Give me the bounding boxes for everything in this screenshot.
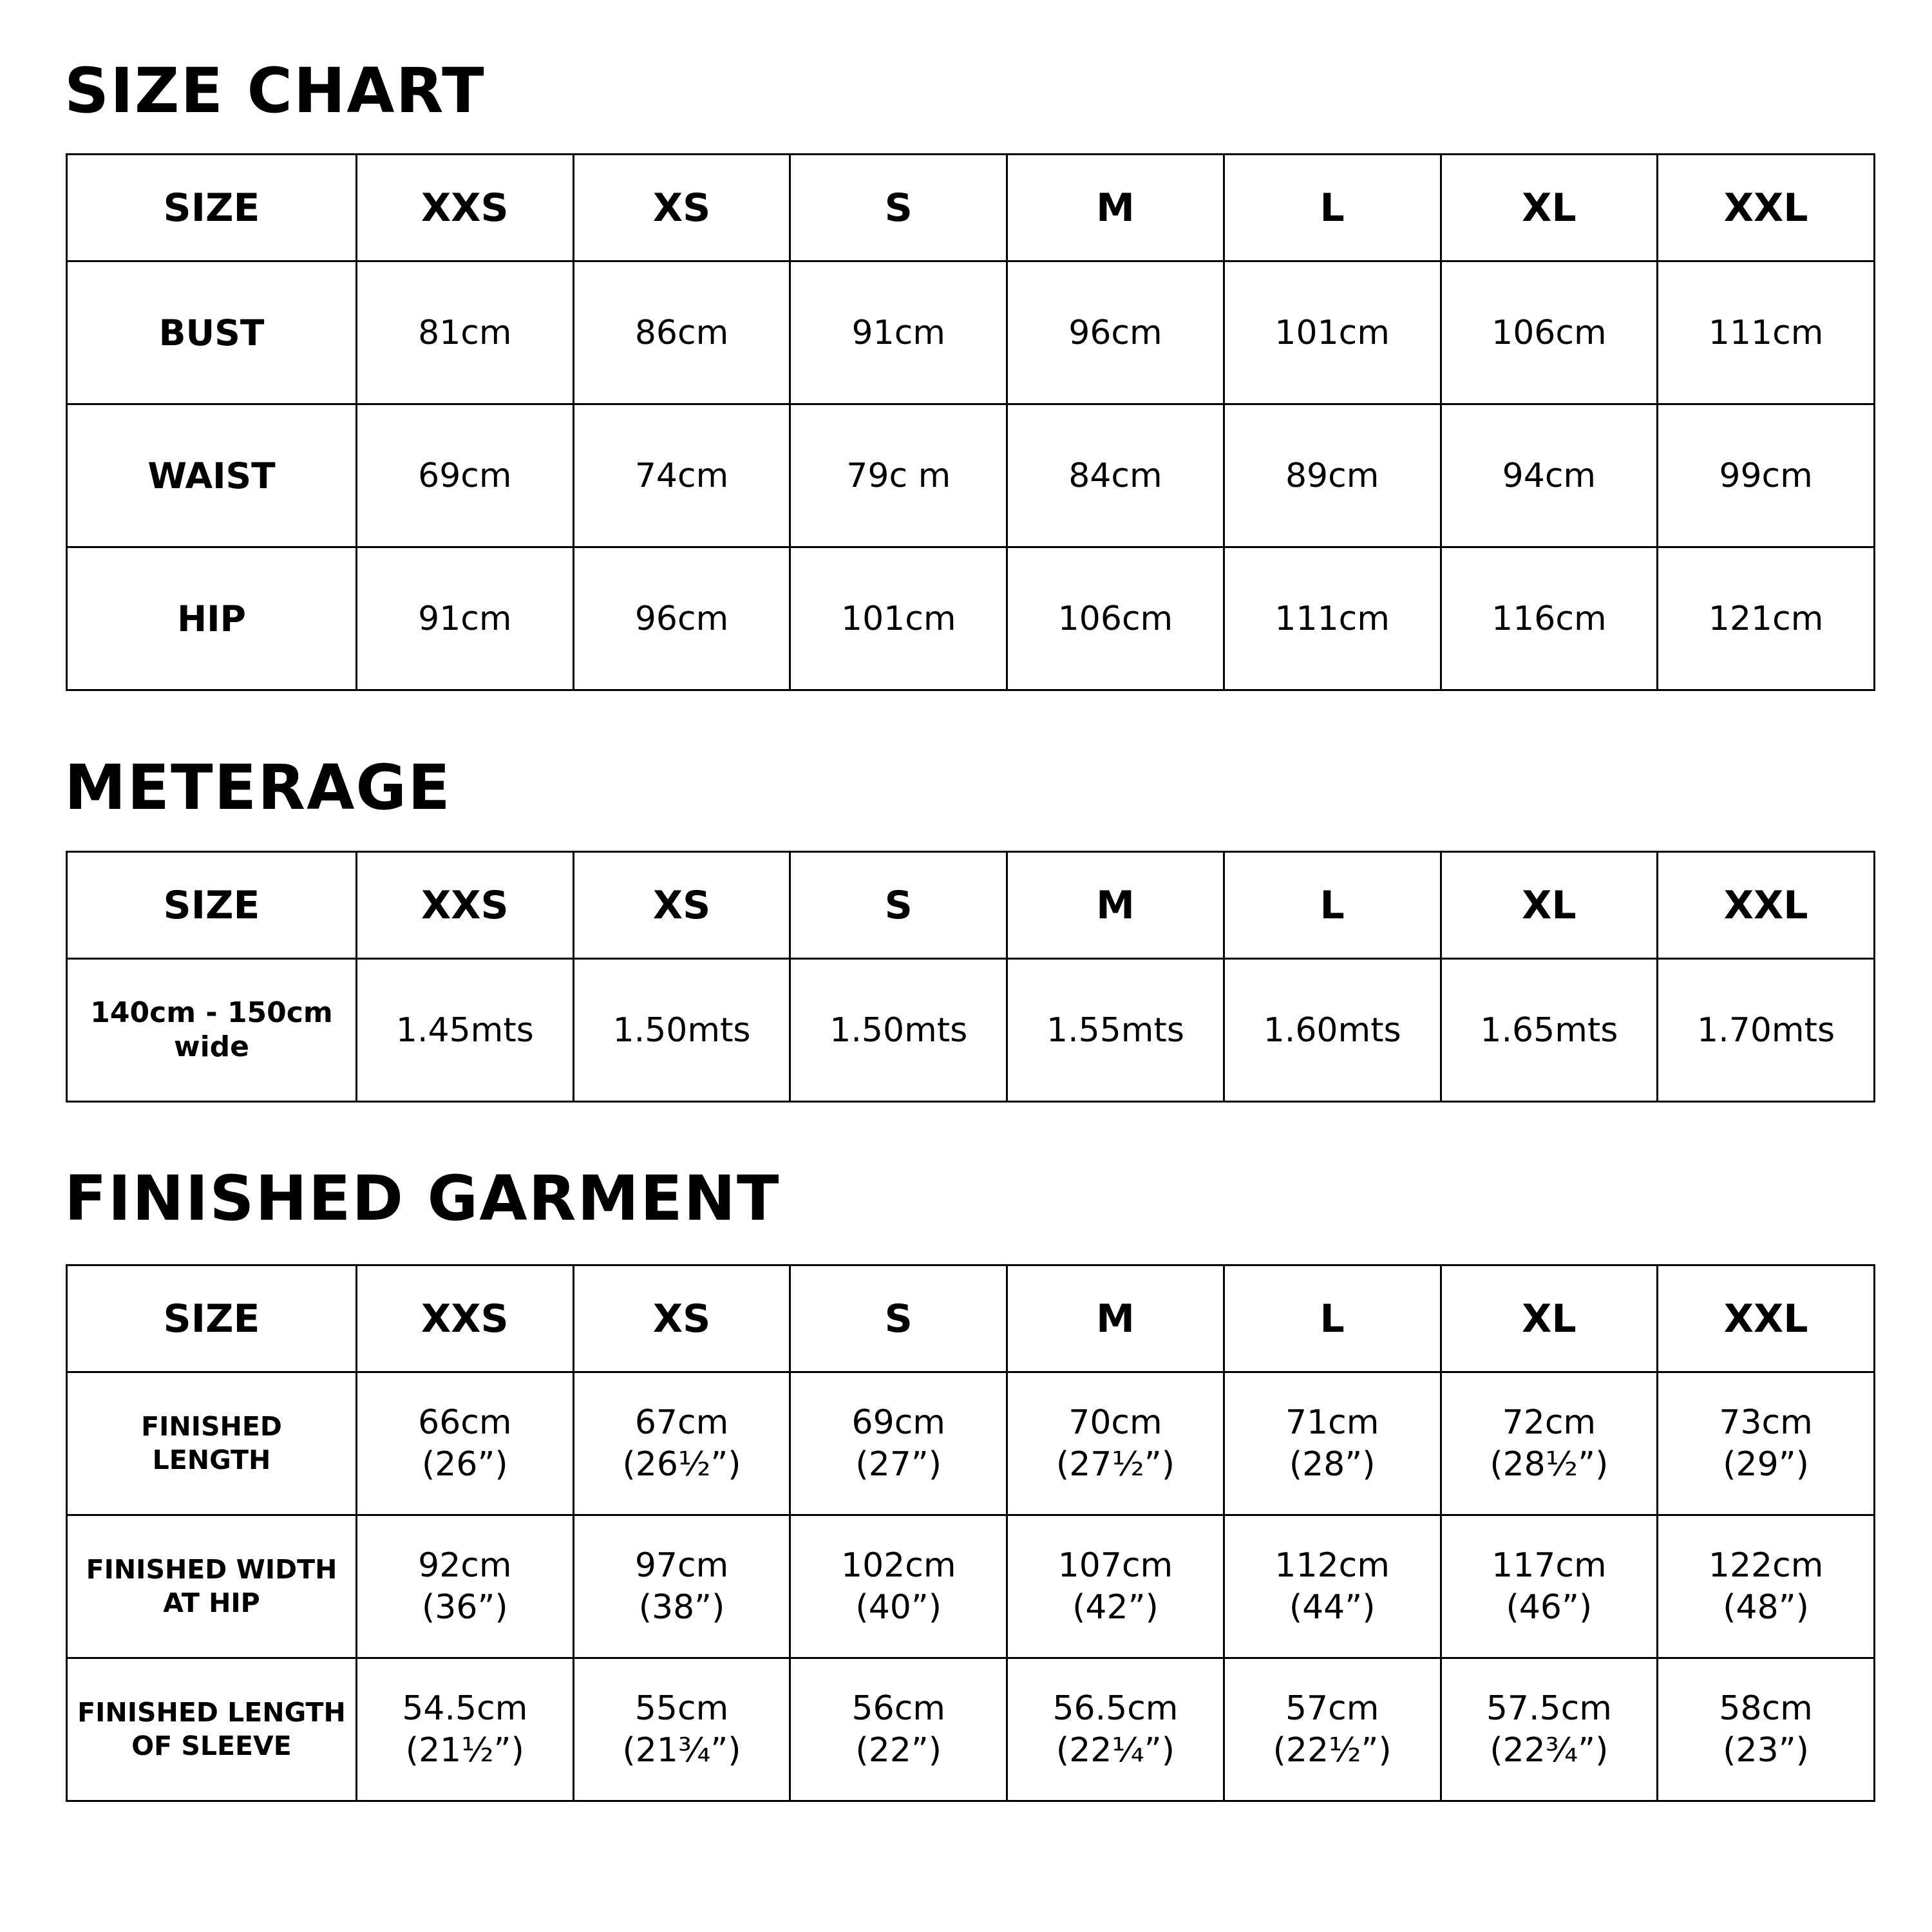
size-chart-title: SIZE CHART bbox=[64, 55, 486, 127]
cell-imperial: (38”) bbox=[638, 1587, 725, 1627]
table-cell: 1.55mts bbox=[1007, 959, 1224, 1102]
table-cell bbox=[1658, 1658, 1875, 1801]
table-cell: 1.45mts bbox=[357, 959, 574, 1102]
table-row bbox=[67, 261, 1875, 404]
row-label-line: 140cm - 150cm bbox=[90, 996, 333, 1029]
row-label-line: FINISHED WIDTH bbox=[86, 1554, 337, 1586]
meterage-header-row bbox=[67, 852, 1875, 959]
cell-imperial: (22¾”) bbox=[1490, 1730, 1609, 1770]
table-cell bbox=[1224, 1658, 1441, 1801]
table-cell: 1.65mts bbox=[1441, 959, 1658, 1102]
size-header-cell: SIZE bbox=[67, 852, 357, 959]
table-row bbox=[67, 1372, 1875, 1515]
finished-garment-header-row bbox=[67, 1265, 1875, 1372]
cell-imperial: (22”) bbox=[855, 1730, 942, 1770]
meterage-table bbox=[66, 851, 1875, 1103]
table-row bbox=[67, 1515, 1875, 1658]
table-cell: 91cm bbox=[790, 261, 1007, 404]
table-cell: 116cm bbox=[1441, 547, 1658, 690]
cell-metric: 73cm bbox=[1719, 1403, 1813, 1442]
table-cell: 101cm bbox=[1224, 261, 1441, 404]
size-header-cell: XL bbox=[1441, 155, 1658, 261]
row-label-sleeve-length bbox=[67, 1658, 357, 1801]
cell-imperial: (22¼”) bbox=[1056, 1730, 1175, 1770]
table-cell: 1.70mts bbox=[1658, 959, 1875, 1102]
table-cell: 1.50mts bbox=[790, 959, 1007, 1102]
table-cell bbox=[1007, 1372, 1224, 1515]
cell-imperial: (21¾”) bbox=[622, 1730, 741, 1770]
table-cell bbox=[1224, 1372, 1441, 1515]
table-cell bbox=[357, 1372, 574, 1515]
size-header-cell: S bbox=[790, 155, 1007, 261]
table-cell: 79c m bbox=[790, 404, 1007, 547]
size-header-cell: XXL bbox=[1658, 852, 1875, 959]
size-header-cell: XS bbox=[573, 1265, 790, 1372]
table-row bbox=[67, 959, 1875, 1102]
table-cell bbox=[573, 1658, 790, 1801]
size-header-cell: XL bbox=[1441, 1265, 1658, 1372]
cell-imperial: (27”) bbox=[855, 1444, 942, 1484]
cell-imperial: (23”) bbox=[1723, 1730, 1809, 1770]
cell-metric: 112cm bbox=[1274, 1546, 1390, 1585]
table-cell: 111cm bbox=[1658, 261, 1875, 404]
table-cell: 1.60mts bbox=[1224, 959, 1441, 1102]
cell-metric: 117cm bbox=[1492, 1546, 1607, 1585]
size-header-cell: L bbox=[1224, 852, 1441, 959]
cell-imperial: (26½”) bbox=[622, 1444, 741, 1484]
cell-imperial: (29”) bbox=[1723, 1444, 1809, 1484]
cell-imperial: (22½”) bbox=[1273, 1730, 1392, 1770]
table-cell: 89cm bbox=[1224, 404, 1441, 547]
cell-imperial: (28”) bbox=[1289, 1444, 1376, 1484]
cell-imperial: (27½”) bbox=[1056, 1444, 1175, 1484]
cell-metric: 55cm bbox=[634, 1689, 729, 1728]
cell-metric: 56cm bbox=[851, 1689, 945, 1728]
table-cell bbox=[357, 1658, 574, 1801]
size-header-cell: XXS bbox=[357, 852, 574, 959]
row-label-line: wide bbox=[173, 1030, 250, 1063]
size-header-cell: L bbox=[1224, 1265, 1441, 1372]
size-header-cell: XXL bbox=[1658, 1265, 1875, 1372]
meterage-title: METERAGE bbox=[64, 752, 451, 824]
table-row bbox=[67, 1658, 1875, 1801]
size-header-cell: XS bbox=[573, 852, 790, 959]
row-label-line: FINISHED bbox=[141, 1411, 282, 1443]
cell-metric: 67cm bbox=[634, 1403, 729, 1442]
row-label-line: OF SLEEVE bbox=[131, 1730, 292, 1761]
cell-imperial: (42”) bbox=[1072, 1587, 1159, 1627]
table-cell bbox=[1441, 1515, 1658, 1658]
size-header-cell: S bbox=[790, 852, 1007, 959]
size-header-cell: L bbox=[1224, 155, 1441, 261]
row-label-hip: HIP bbox=[67, 547, 357, 690]
row-label-line: AT HIP bbox=[163, 1587, 260, 1618]
table-cell bbox=[357, 1515, 574, 1658]
size-header-cell: XS bbox=[573, 155, 790, 261]
cell-imperial: (26”) bbox=[422, 1444, 508, 1484]
row-label-finished-length bbox=[67, 1372, 357, 1515]
table-cell bbox=[1658, 1372, 1875, 1515]
table-cell: 106cm bbox=[1441, 261, 1658, 404]
cell-metric: 72cm bbox=[1502, 1403, 1596, 1442]
size-header-cell: XL bbox=[1441, 852, 1658, 959]
cell-metric: 66cm bbox=[418, 1403, 512, 1442]
size-chart-header-row bbox=[67, 155, 1875, 261]
cell-metric: 70cm bbox=[1068, 1403, 1162, 1442]
table-cell: 99cm bbox=[1658, 404, 1875, 547]
table-cell bbox=[1441, 1658, 1658, 1801]
row-label-waist: WAIST bbox=[67, 404, 357, 547]
cell-imperial: (44”) bbox=[1289, 1587, 1376, 1627]
size-header-cell: XXS bbox=[357, 155, 574, 261]
row-label-fabric-width bbox=[67, 959, 357, 1102]
table-cell bbox=[1658, 1515, 1875, 1658]
cell-imperial: (46”) bbox=[1506, 1587, 1593, 1627]
size-chart-table bbox=[66, 153, 1875, 691]
table-row bbox=[67, 547, 1875, 690]
table-cell bbox=[1007, 1658, 1224, 1801]
table-cell: 121cm bbox=[1658, 547, 1875, 690]
cell-imperial: (48”) bbox=[1723, 1587, 1809, 1627]
table-cell bbox=[1441, 1372, 1658, 1515]
size-header-cell: M bbox=[1007, 1265, 1224, 1372]
table-cell bbox=[573, 1515, 790, 1658]
finished-garment-title: FINISHED GARMENT bbox=[64, 1162, 781, 1235]
table-cell bbox=[1224, 1515, 1441, 1658]
table-cell: 94cm bbox=[1441, 404, 1658, 547]
table-cell: 69cm bbox=[357, 404, 574, 547]
table-row bbox=[67, 404, 1875, 547]
cell-metric: 92cm bbox=[418, 1546, 512, 1585]
cell-imperial: (36”) bbox=[422, 1587, 508, 1627]
cell-metric: 102cm bbox=[841, 1546, 956, 1585]
table-cell bbox=[790, 1372, 1007, 1515]
table-cell: 101cm bbox=[790, 547, 1007, 690]
cell-metric: 58cm bbox=[1719, 1689, 1813, 1728]
size-header-cell: M bbox=[1007, 155, 1224, 261]
cell-metric: 107cm bbox=[1057, 1546, 1173, 1585]
table-cell: 111cm bbox=[1224, 547, 1441, 690]
table-cell bbox=[790, 1515, 1007, 1658]
cell-metric: 56.5cm bbox=[1052, 1689, 1179, 1728]
table-cell: 81cm bbox=[357, 261, 574, 404]
row-label-bust: BUST bbox=[67, 261, 357, 404]
row-label-finished-width bbox=[67, 1515, 357, 1658]
cell-imperial: (21½”) bbox=[405, 1730, 524, 1770]
size-header-cell: SIZE bbox=[67, 155, 357, 261]
table-cell bbox=[1007, 1515, 1224, 1658]
table-cell: 74cm bbox=[573, 404, 790, 547]
finished-garment-table bbox=[66, 1264, 1875, 1802]
table-cell: 86cm bbox=[573, 261, 790, 404]
cell-metric: 54.5cm bbox=[402, 1689, 528, 1728]
table-cell: 84cm bbox=[1007, 404, 1224, 547]
table-cell: 106cm bbox=[1007, 547, 1224, 690]
table-cell: 96cm bbox=[1007, 261, 1224, 404]
cell-metric: 71cm bbox=[1285, 1403, 1379, 1442]
table-cell bbox=[790, 1658, 1007, 1801]
table-cell: 91cm bbox=[357, 547, 574, 690]
table-cell: 96cm bbox=[573, 547, 790, 690]
size-header-cell: M bbox=[1007, 852, 1224, 959]
row-label-line: FINISHED LENGTH bbox=[77, 1697, 346, 1728]
table-cell bbox=[573, 1372, 790, 1515]
size-header-cell: S bbox=[790, 1265, 1007, 1372]
size-header-cell: SIZE bbox=[67, 1265, 357, 1372]
cell-metric: 122cm bbox=[1708, 1546, 1824, 1585]
cell-metric: 97cm bbox=[634, 1546, 729, 1585]
cell-metric: 57cm bbox=[1285, 1689, 1379, 1728]
table-cell: 1.50mts bbox=[573, 959, 790, 1102]
size-header-cell: XXS bbox=[357, 1265, 574, 1372]
cell-imperial: (28½”) bbox=[1490, 1444, 1609, 1484]
row-label-line: LENGTH bbox=[152, 1444, 271, 1475]
cell-imperial: (40”) bbox=[855, 1587, 942, 1627]
size-header-cell: XXL bbox=[1658, 155, 1875, 261]
cell-metric: 57.5cm bbox=[1486, 1689, 1612, 1728]
cell-metric: 69cm bbox=[851, 1403, 945, 1442]
